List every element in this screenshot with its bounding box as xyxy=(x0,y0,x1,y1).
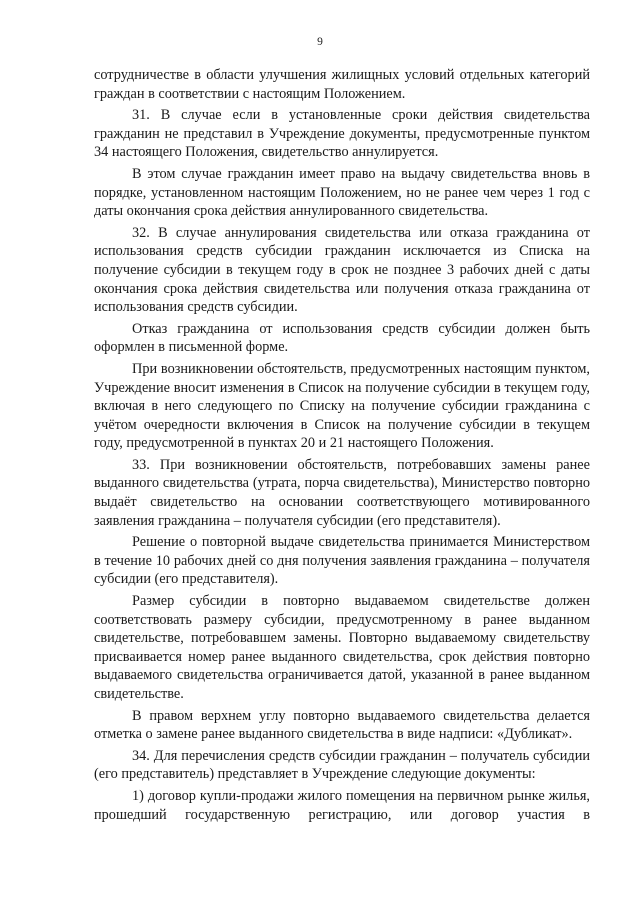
paragraph: Отказ гражданина от использования средств субсидии должен быть оформлен в письменной форме. xyxy=(94,320,590,356)
paragraph: Решение о повторной выдаче свидетельства принимается Министерством в течение 10 рабочих дней со дня получения заявления гражданина – получателя субсидии (его представителя). xyxy=(94,534,590,588)
page-number: 9 xyxy=(317,36,323,48)
document-body xyxy=(94,66,590,827)
paragraph: сотрудничестве в области улучшения жилищных условий отдельных категорий граждан в соответствии с настоящим Положением. xyxy=(94,67,590,102)
paragraph: В правом верхнем углу повторно выдаваемого свидетельства делается отметка о замене ранее выданного свидетельства в виде надписи: «Дубликат». xyxy=(94,707,590,743)
paragraph: При возникновении обстоятельств, предусмотренных настоящим пунктом, Учреждение вносит изменения в Список на получение субсидии в текущем году, включая в него следующего по Списку на получение субсидии гражданина с учётом очередности включения в Список на получение субсидии в текущем году, предусмотренной в пунктах 20 и 21 настоящего Положения. xyxy=(94,360,590,452)
paragraph: В этом случае гражданин имеет право на выдачу свидетельства вновь в порядке, установленном настоящим Положением, но не ранее чем через 1 год с даты окончания срока действия аннулированного свидетельства. xyxy=(94,165,590,220)
paragraph: 34. Для перечисления средств субсидии гражданин – получатель субсидии (его представитель) представляет в Учреждение следующие документы: xyxy=(94,747,590,783)
paragraph: 1) договор купли-продажи жилого помещения на первичном рынке жилья, прошедший государственную регистрацию, или договор участия в xyxy=(94,787,590,823)
paragraph: 33. При возникновении обстоятельств, потребовавших замены ранее выданного свидетельства (утрата, порча свидетельства), Министерство повторно выдаёт свидетельство на основании соответствующего мотивированного заявления гражданина – получателя субсидии (его представителя). xyxy=(94,456,590,529)
paragraph: 31. В случае если в установленные сроки действия свидетельства гражданин не представил в Учреждение документы, предусмотренные пунктом 34 настоящего Положения, свидетельство аннулируется. xyxy=(94,107,590,161)
paragraph: 32. В случае аннулирования свидетельства или отказа гражданина от использования средств субсидии гражданин исключается из Списка на получение субсидии в текущем году в срок не позднее 3 рабочих дней с даты окончания срока действия свидетельства или получения отказа гражданина от использования средств субсидии. xyxy=(94,224,590,316)
paragraph: Размер субсидии в повторно выдаваемом свидетельстве должен соответствовать размеру субсидии, предусмотренному в ранее выданном свидетельстве, потребовавшем замены. Повторно выдаваемому свидетельству присваивается номер ранее выданного свидетельства, срок действия повторно выдаваемого свидетельства ограничивается датой, указанной в ранее выданном свидетельстве. xyxy=(94,593,590,702)
